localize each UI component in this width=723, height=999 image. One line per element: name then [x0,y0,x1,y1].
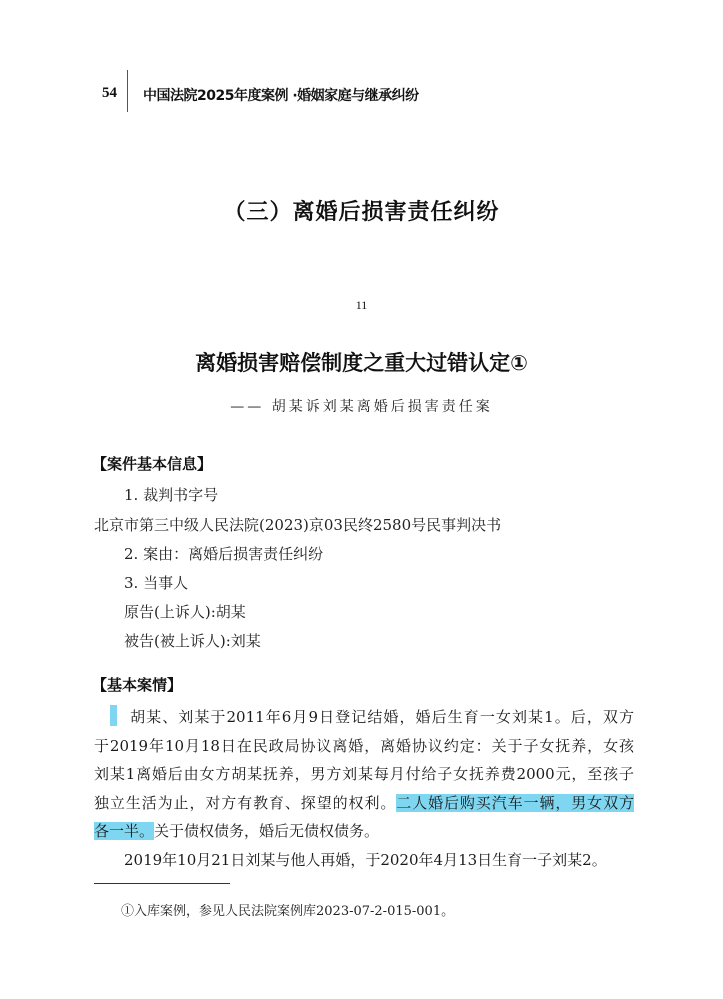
highlight-marker [110,705,117,726]
facts-line: 关于债权债务，婚后无债权债务。 [154,822,380,840]
case-number: 11 [355,298,368,312]
highlighted-text: 二人婚后购买汽车一辆，男女双方 [396,793,634,812]
basic-info-heading: 【案件基本信息】 [92,455,213,473]
highlighted-text: 各一半。 [94,822,155,840]
info-item: 原告(上诉人):胡某 [124,603,246,621]
case-subtitle: —— 胡某诉刘某离婚后损害责任案 [230,399,493,415]
section-title: （三）离婚后损害责任纠纷 [223,200,500,225]
info-item: 3. 当事人 [124,574,189,592]
facts-line: 2019年10月21日刘某与他人再婚，于2020年4月13日生育一子刘某2。 [124,851,607,869]
facts-paragraph-2 [94,846,634,875]
info-item: 1. 裁判书字号 [124,486,219,504]
info-item: 北京市第三中级人民法院(2023)京03民终2580号民事判决书 [94,516,502,534]
page-number: 54 [102,85,117,101]
footnote-divider [94,883,230,884]
footnote: ①入库案例，参见人民法院案例库2023-07-2-015-001。 [121,904,455,919]
facts-line: 刘某1离婚后由女方胡某抚养，男方刘某每月付给子女抚养费2000元，至孩子 [94,765,634,783]
facts-line: 独立生活为止，对方有教育、探望的权利。 [94,793,397,812]
info-item: 2. 案由：离婚后损害责任纠纷 [124,545,324,563]
facts-line: 胡某、刘某于2011年6月9日登记结婚，婚后生育一女刘某1。后，双方 [129,708,634,726]
running-header-title: 中国法院2025年度案例 ·婚姻家庭与继承纠纷 [143,88,419,104]
facts-heading: 【基本案情】 [92,676,183,694]
facts-paragraph-1 [94,703,634,846]
info-item: 被告(被上诉人):刘某 [124,632,261,650]
header-divider [127,70,128,112]
facts-line: 于2019年10月18日在民政局协议离婚，离婚协议约定：关于子女抚养，女孩 [94,736,634,755]
case-title: 离婚损害赔偿制度之重大过错认定① [195,351,528,375]
